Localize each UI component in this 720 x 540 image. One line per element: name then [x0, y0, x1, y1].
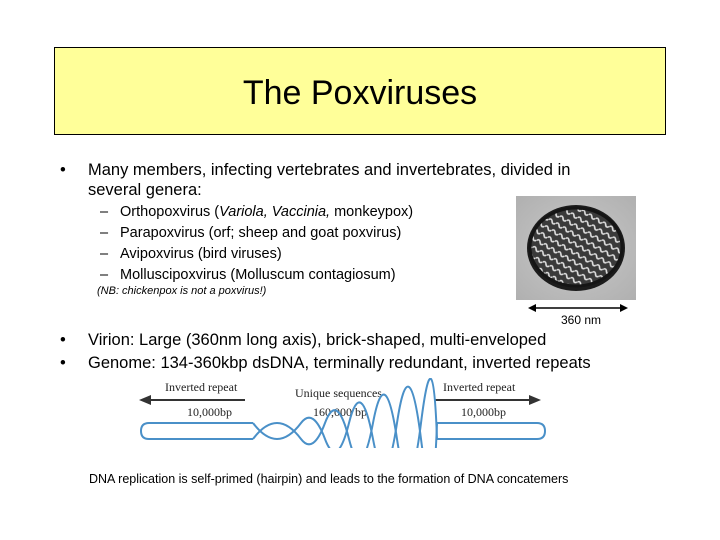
bullet-genera [60, 160, 660, 200]
bullet-genome [60, 353, 680, 373]
dash-symbol: – [100, 204, 109, 220]
bullet-genera-line1: Many members, infecting vertebrates and invertebrates, divided in [88, 161, 571, 179]
genome-diagram [135, 378, 555, 448]
slide-title: The Poxviruses [242, 73, 478, 112]
left-size: 10,000bp [187, 405, 232, 419]
bullet-virion-text: Virion: Large (360nm long axis), brick-shaped, multi-enveloped [88, 331, 547, 349]
replication-note: DNA replication is self-primed (hairpin) and leads to the formation of DNA concatemers [89, 472, 569, 486]
subitem-avipoxvirus-text: Avipoxvirus (bird viruses) [120, 246, 282, 262]
scale-label: 360 nm [561, 313, 602, 327]
micrograph-drawing [516, 196, 636, 300]
title-box [54, 47, 666, 135]
left-hairpin [141, 423, 253, 439]
bullet-genome-text: Genome: 134-360kbp dsDNA, terminally redundant, inverted repeats [88, 354, 591, 372]
bullet-virion [60, 330, 680, 350]
bullet-symbol: • [60, 161, 66, 179]
dash-symbol: – [100, 225, 109, 241]
bullet-genera-line2: several genera: [88, 181, 202, 199]
middle-label: Unique sequences [295, 386, 382, 400]
bullet-symbol: • [60, 331, 66, 349]
right-repeat-label: Inverted repeat [443, 380, 516, 394]
dash-symbol: – [100, 267, 109, 283]
middle-size: 160,000 bp [313, 405, 367, 419]
subitem-prefix: Orthopoxvirus ( [120, 204, 220, 220]
right-hairpin [437, 423, 545, 439]
dash-symbol: – [100, 246, 109, 262]
poxvirus-micrograph [516, 196, 636, 300]
left-arrow-head [139, 395, 151, 405]
subitem-italic: Variola, Vaccinia, [219, 204, 331, 220]
left-repeat-label: Inverted repeat [165, 380, 238, 394]
bullet-symbol: • [60, 354, 66, 372]
subitem-parapoxvirus-text: Parapoxvirus (orf; sheep and goat poxvirus) [120, 225, 402, 241]
subitem-molluscipoxvirus-text: Molluscipoxvirus (Molluscum contagiosum) [120, 267, 396, 283]
subitem-suffix: monkeypox) [330, 204, 414, 220]
right-arrow-head [529, 395, 541, 405]
right-size: 10,000bp [461, 405, 506, 419]
chickenpox-note: (NB: chickenpox is not a poxvirus!) [97, 285, 267, 297]
subitem-orthopoxvirus-text [120, 203, 413, 221]
